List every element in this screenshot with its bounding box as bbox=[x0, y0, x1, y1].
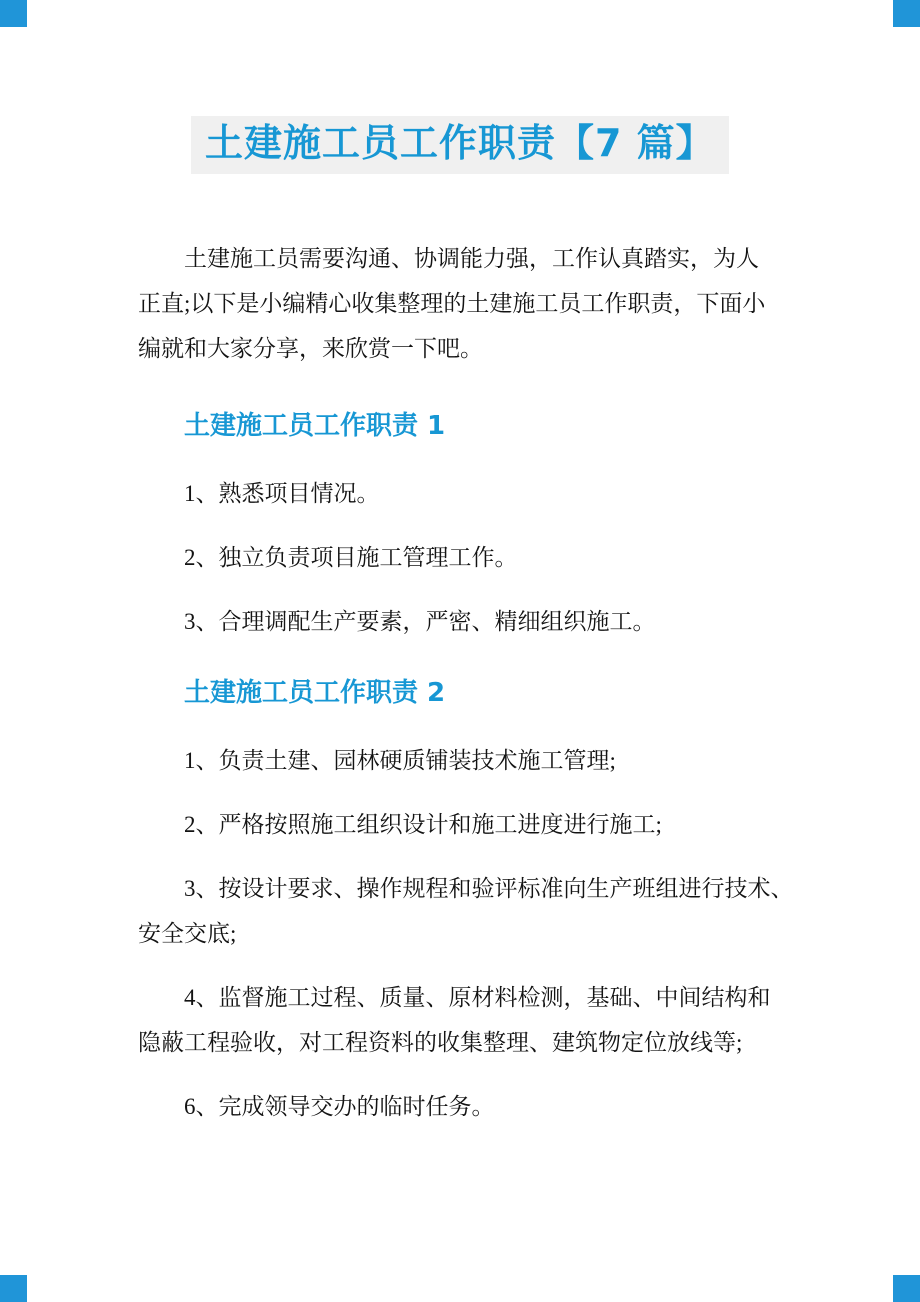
document-title: 土建施工员工作职责【7 篇】 bbox=[191, 116, 729, 174]
section-1-item-2: 2、独立负责项目施工管理工作。 bbox=[184, 545, 518, 570]
corner-mark-top-right-icon bbox=[893, 0, 920, 27]
section-1-item-3: 3、合理调配生产要素，严密、精细组织施工。 bbox=[184, 609, 656, 634]
intro-paragraph: 土建施工员需要沟通、协调能力强，工作认真踏实，为人 正直;以下是小编精心收集整理的土建施工员工作职责，下面小 编就和大家分享，来欣赏一下吧。 bbox=[138, 246, 766, 361]
corner-mark-top-left-icon bbox=[0, 0, 27, 27]
section-2-item-2: 2、严格按照施工组织设计和施工进度进行施工; bbox=[184, 812, 662, 837]
section-1-item-1: 1、熟悉项目情况。 bbox=[184, 481, 380, 506]
section-1-heading: 土建施工员工作职责 1 bbox=[184, 411, 446, 441]
title-row bbox=[138, 116, 820, 174]
section-2-item-1: 1、负责土建、园林硬质铺装技术施工管理; bbox=[184, 748, 616, 773]
section-2-item-3: 3、按设计要求、操作规程和验评标准向生产班组进行技术、 安全交底; bbox=[138, 876, 794, 946]
section-2-item-4: 4、监督施工过程、质量、原材料检测，基础、中间结构和 隐蔽工程验收，对工程资料的收集整理、建筑物定位放线等; bbox=[138, 985, 771, 1055]
corner-mark-bottom-right-icon bbox=[893, 1275, 920, 1302]
corner-mark-bottom-left-icon bbox=[0, 1275, 27, 1302]
section-2-item-6: 6、完成领导交办的临时任务。 bbox=[184, 1094, 495, 1119]
section-2-heading: 土建施工员工作职责 2 bbox=[184, 678, 446, 708]
